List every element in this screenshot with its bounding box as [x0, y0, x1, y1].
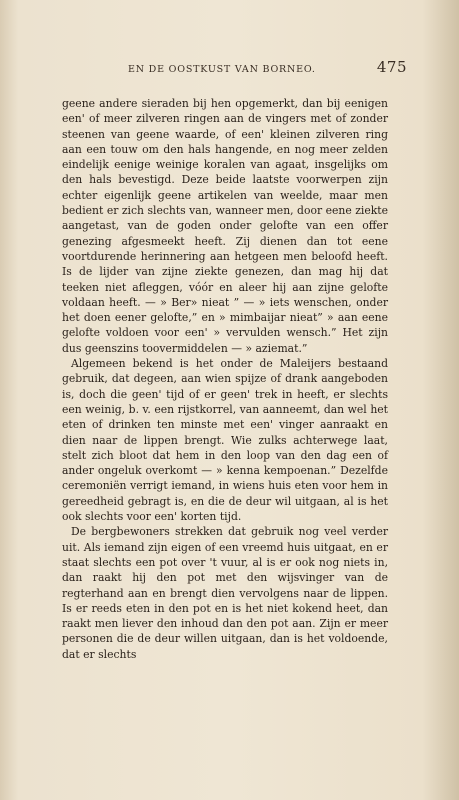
paragraph-3: De bergbewoners strekken dat gebruik nog veel verder uit. Als iemand zijn eigen of een vreemd huis uitgaat, en er staat slechts een pot over 't vuur, al is er ook nog niets in, dan raakt hij den pot met den wijsvinger van de regterhand aan en brengt dien vervolgens naar de lippen. Is er reeds eten in den pot en is het niet kokend heet, dan raakt men liever den inhoud dan den pot aan. Zijn er meer personen die de deur willen uitgaan, dan is het voldoende, dat er slechts	[62, 525, 388, 661]
paragraph-1: geene andere sieraden bij hen opgemerkt, dan bij eenigen een' of meer zilveren ringen aan de vingers met of zonder steenen van geene waarde, of een' kleinen zilveren ring aan een touw om den hals hangende, en nog meer zelden eindelijk eenige weinige koralen van agaat, insgelijks om den hals bevestigd. Deze beide laatste voorwerpen zijn echter eigenlijk geene artikelen van weelde, maar men bedient er zich slechts van, wanneer men, door eene ziekte aangetast, van de goden onder gelofte van een offer genezing afgesmeekt heeft. Zij dienen dan tot eene voortdurende herinnering aan hetgeen men beloofd heeft. Is de lijder van zijne ziekte genezen, dan mag hij dat teeken niet afleggen, vóór en aleer hij aan zijne gelofte voldaan heeft. — » Ber» nieat ” — » iets wenschen, onder het doen eener gelofte,” en » mimbaijar nieat” » aan eene gelofte voldoen voor een' » vervulden wensch.” Het zijn dus geenszins toovermiddelen — » aziemat.”	[62, 97, 388, 355]
paragraph-2: Algemeen bekend is het onder de Maleijers bestaand gebruik, dat degeen, aan wien spijze of drank aangeboden is, doch die geen' tijd of er geen' trek in heeft, er slechts een weinig, b. v. een rijstkorrel, van aanneemt, dan wel het eten of drinken ten minste met een' vinger aanraakt en dien naar de lippen brengt. Wie zulks achterwege laat, stelt zich bloot dat hem in den loop van den dag een of ander ongeluk overkomt — » kenna kempoenan.” Dezelfde ceremoniën verrigt iemand, in wiens huis eten voor hem in gereedheid gebragt is, en die de deur wil uitgaan, al is het ook slechts voor een' korten tijd.	[62, 357, 388, 524]
page-number: 475	[376, 58, 407, 76]
body-text	[62, 96, 388, 662]
running-title: EN DE OOSTKUST VAN BORNEO.	[128, 64, 316, 75]
